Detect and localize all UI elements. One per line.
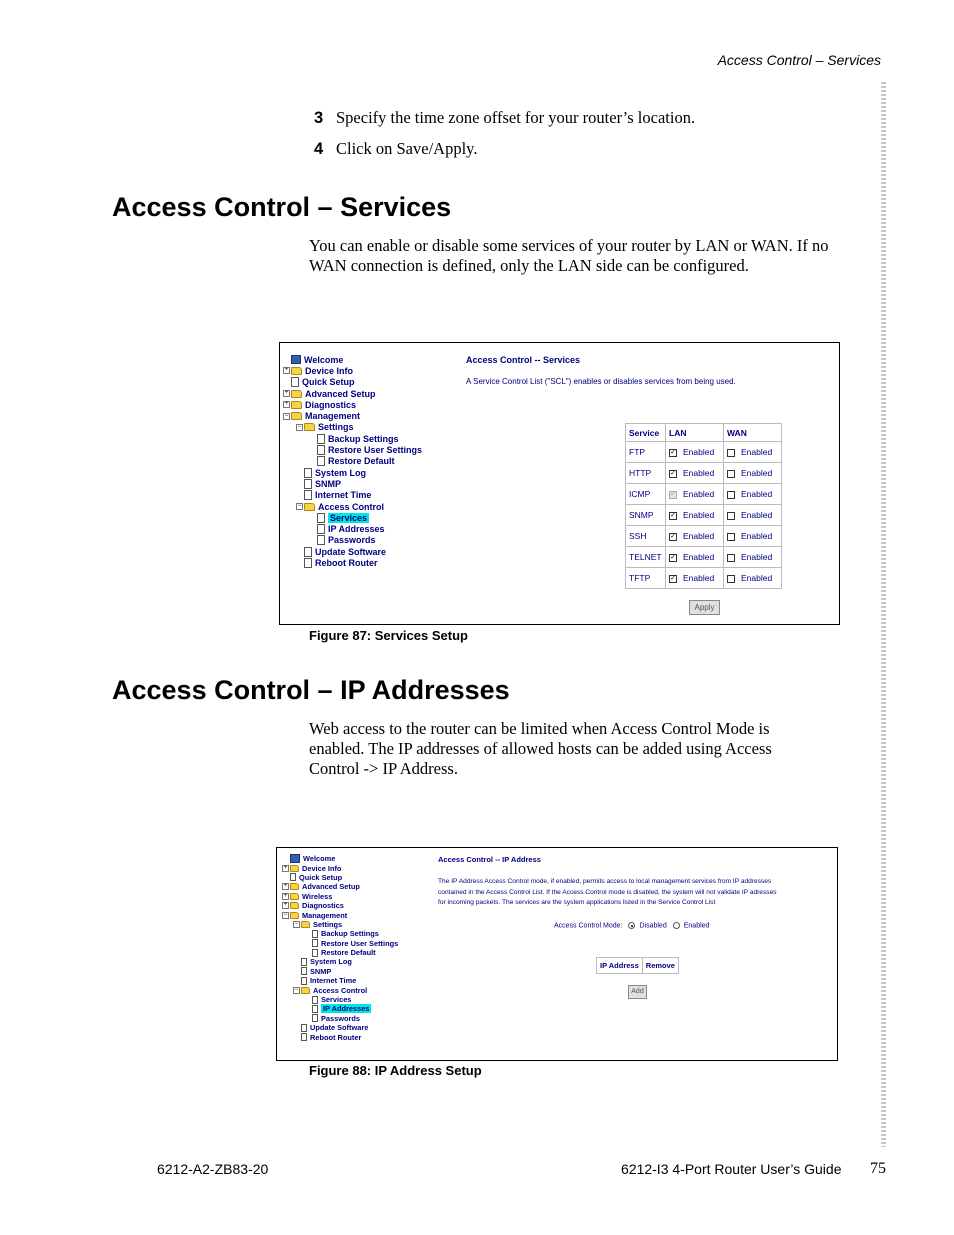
expand-icon[interactable]: + <box>283 892 288 899</box>
page-icon <box>291 377 299 387</box>
tree-item[interactable]: System Log <box>282 957 398 966</box>
monitor-icon <box>290 854 300 863</box>
page-icon <box>312 930 318 938</box>
step-number: 3 <box>314 109 324 127</box>
folder-icon <box>290 912 299 919</box>
tree-item[interactable]: Services <box>282 995 398 1004</box>
lan-checkbox[interactable]: ✓ <box>670 574 676 582</box>
table-row: FTP ✓ Enabled Enabled <box>626 442 782 463</box>
tree-item[interactable]: SNMP <box>282 967 398 976</box>
service-name: SSH <box>626 526 666 547</box>
collapse-icon[interactable]: − <box>297 423 302 430</box>
tree-item[interactable]: Backup Settings <box>283 433 422 444</box>
tree-item-selected[interactable]: Services <box>283 512 422 523</box>
folder-icon <box>301 921 310 928</box>
monitor-icon <box>291 355 301 364</box>
collapse-icon[interactable]: − <box>294 986 299 993</box>
step-3 <box>314 108 695 128</box>
page-icon <box>304 490 312 500</box>
col-header: WAN <box>724 424 782 442</box>
services-table <box>625 423 782 589</box>
tree-item[interactable]: Backup Settings <box>282 929 398 938</box>
service-name: TFTP <box>626 568 666 589</box>
col-header: Remove <box>642 958 678 974</box>
disabled-radio[interactable] <box>628 922 635 929</box>
figure-ip-address-setup <box>276 847 838 1061</box>
expand-icon[interactable]: + <box>284 367 289 374</box>
tree-item[interactable]: + Wireless <box>283 891 333 901</box>
expand-icon[interactable]: + <box>283 864 288 871</box>
tree-item[interactable]: Reboot Router <box>283 557 422 568</box>
folder-icon <box>290 893 299 900</box>
tree-item[interactable]: + Diagnostics <box>283 901 344 911</box>
page-icon <box>312 939 318 947</box>
collapse-icon[interactable]: − <box>283 911 288 918</box>
tree-item[interactable]: Welcome <box>283 354 422 365</box>
page-icon <box>317 434 325 444</box>
page-icon <box>290 873 296 881</box>
step-number: 4 <box>314 140 324 158</box>
folder-icon <box>290 883 299 890</box>
tree-item[interactable]: Quick Setup <box>283 377 422 388</box>
apply-button[interactable]: Apply <box>689 600 720 615</box>
section-heading-ip-addresses: Access Control – IP Addresses <box>112 675 510 705</box>
wan-checkbox[interactable] <box>727 491 735 499</box>
figure-caption-88: Figure 88: IP Address Setup <box>309 1063 482 1078</box>
tree-item[interactable]: Restore Default <box>283 456 422 467</box>
page-icon <box>304 558 312 568</box>
wan-checkbox[interactable] <box>727 575 735 583</box>
access-control-mode: Access Control Mode: Disabled Enabled <box>554 922 710 930</box>
table-row: SSH ✓ Enabled Enabled <box>626 526 782 547</box>
tree-item[interactable]: Restore User Settings <box>282 939 398 948</box>
tree-item[interactable]: IP Addresses <box>283 523 422 534</box>
tree-item[interactable]: Passwords <box>282 1014 398 1023</box>
page-icon <box>317 524 325 534</box>
tree-item[interactable]: + Advanced Setup <box>283 882 360 892</box>
page-icon <box>312 949 318 957</box>
page-icon <box>317 535 325 545</box>
lan-checkbox-disabled: ✓ <box>670 490 676 498</box>
tree-item[interactable]: Welcome <box>282 854 398 863</box>
tree-item[interactable]: + Device Info <box>284 365 354 376</box>
folder-icon <box>291 401 302 409</box>
tree-item[interactable]: − Management <box>284 411 361 422</box>
tree-item[interactable]: − Settings <box>297 422 354 433</box>
tree-item[interactable]: Restore Default <box>282 948 398 957</box>
add-button[interactable]: Add <box>628 985 647 999</box>
table-row: SNMP ✓ Enabled Enabled <box>626 505 782 526</box>
expand-icon[interactable]: + <box>283 883 288 890</box>
section-body-services: You can enable or disable some services of your router by LAN or WAN. If no WAN connection is defined, only the LAN side can be configured. <box>309 236 829 275</box>
page-number: 75 <box>870 1160 886 1177</box>
table-row: HTTP ✓ Enabled Enabled <box>626 463 782 484</box>
folder-icon <box>291 412 302 420</box>
step-text: Click on Save/Apply. <box>336 139 478 158</box>
tree-item[interactable]: − Settings <box>294 919 343 929</box>
lan-checkbox[interactable]: ✓ <box>670 469 676 477</box>
expand-icon[interactable]: + <box>283 902 288 909</box>
page-icon <box>304 547 312 557</box>
table-row: ICMP ✓ Enabled Enabled <box>626 484 782 505</box>
page-icon <box>301 958 307 966</box>
table-row: TELNET ✓ Enabled Enabled <box>626 547 782 568</box>
lan-checkbox[interactable]: ✓ <box>670 511 676 519</box>
folder-icon <box>290 865 299 872</box>
step-4 <box>314 139 477 159</box>
tree-item[interactable]: Quick Setup <box>282 873 398 882</box>
collapse-icon[interactable]: − <box>294 920 299 927</box>
ip-address-table <box>596 957 679 974</box>
tree-item[interactable]: Passwords <box>283 535 422 546</box>
figure-caption-87: Figure 87: Services Setup <box>309 628 468 643</box>
tree-item[interactable]: SNMP <box>283 478 422 489</box>
page-icon <box>304 468 312 478</box>
folder-icon <box>301 987 310 994</box>
folder-icon <box>304 423 315 431</box>
tree-item[interactable]: System Log <box>283 467 422 478</box>
wan-checkbox[interactable] <box>727 512 735 520</box>
service-name: ICMP <box>626 484 666 505</box>
nav-tree <box>283 354 422 569</box>
service-name: TELNET <box>626 547 666 568</box>
folder-icon <box>291 390 302 398</box>
tree-item[interactable]: Restore User Settings <box>283 444 422 455</box>
tree-item[interactable]: Internet Time <box>282 976 398 985</box>
service-name: SNMP <box>626 505 666 526</box>
tree-item[interactable]: − Access Control <box>297 501 385 512</box>
tree-item[interactable]: Reboot Router <box>282 1032 398 1041</box>
section-body-ip-addresses: Web access to the router can be limited when Access Control Mode is enabled. The IP addresses of allowed hosts can be added using Access Control -> IP Address. <box>309 719 772 778</box>
col-header: LAN <box>666 424 724 442</box>
section-heading-services: Access Control – Services <box>112 192 452 222</box>
panel-description: A Service Control List ("SCL") enables or disables services from being used. <box>466 377 736 386</box>
page-icon <box>317 456 325 466</box>
collapse-icon[interactable]: − <box>297 503 302 509</box>
page-icon <box>301 1024 307 1032</box>
footer-guide-title: 6212-I3 4-Port Router User’s Guide <box>621 1161 842 1177</box>
lan-checkbox[interactable]: ✓ <box>670 532 676 540</box>
lan-checkbox[interactable]: ✓ <box>670 448 676 456</box>
enabled-radio[interactable] <box>673 922 680 929</box>
footer-doc-number: 6212-A2-ZB83-20 <box>157 1161 269 1177</box>
expand-icon[interactable]: + <box>284 390 289 397</box>
tree-item[interactable]: + Device Info <box>283 863 342 873</box>
lan-checkbox[interactable]: ✓ <box>670 553 676 561</box>
wan-checkbox[interactable] <box>727 533 735 541</box>
figure-services-setup <box>279 342 840 625</box>
panel-title: Access Control -- IP Address <box>438 855 541 864</box>
step-text: Specify the time zone offset for your router’s location. <box>336 108 696 127</box>
page-icon <box>301 977 307 985</box>
nav-tree <box>282 854 398 1042</box>
tree-item[interactable]: Update Software <box>282 1023 398 1032</box>
folder-icon <box>291 367 302 375</box>
col-header: Service <box>626 424 666 442</box>
tree-item[interactable]: + Advanced Setup <box>284 388 376 399</box>
page-icon <box>304 479 312 489</box>
collapse-icon[interactable]: − <box>284 412 289 419</box>
page-icon <box>312 1014 318 1022</box>
page-icon <box>301 967 307 975</box>
panel-title: Access Control -- Services <box>466 355 581 365</box>
tree-item[interactable]: Update Software <box>283 546 422 557</box>
side-rule <box>881 82 886 1147</box>
tree-item[interactable]: − Management <box>283 910 348 920</box>
wan-checkbox[interactable] <box>727 554 735 562</box>
table-row: TFTP ✓ Enabled Enabled <box>626 568 782 589</box>
page-icon <box>312 1005 318 1013</box>
folder-icon <box>290 902 299 909</box>
service-name: HTTP <box>626 463 666 484</box>
wan-checkbox[interactable] <box>727 449 735 457</box>
wan-checkbox[interactable] <box>727 470 735 478</box>
folder-icon <box>304 503 315 511</box>
col-header: IP Address <box>597 958 643 974</box>
tree-item[interactable]: − Access Control <box>294 985 368 995</box>
expand-icon[interactable]: + <box>284 401 289 408</box>
running-head: Access Control – Services <box>717 52 881 68</box>
tree-item-selected[interactable]: IP Addresses <box>282 1004 398 1013</box>
tree-item[interactable]: Internet Time <box>283 490 422 501</box>
tree-item[interactable]: + Diagnostics <box>284 399 357 410</box>
page-icon <box>317 445 325 455</box>
page-icon <box>317 513 325 523</box>
service-name: FTP <box>626 442 666 463</box>
page-icon <box>301 1033 307 1041</box>
panel-description: The IP Address Access Control mode, if enabled, permits access to local management services from IP addresses contained in the Access Control List. If the Access Control mode is disabled, the system will not validate IP adresses for incoming packets. The services are the system applications listed in the Service Control List <box>438 878 777 906</box>
page-icon <box>312 996 318 1004</box>
